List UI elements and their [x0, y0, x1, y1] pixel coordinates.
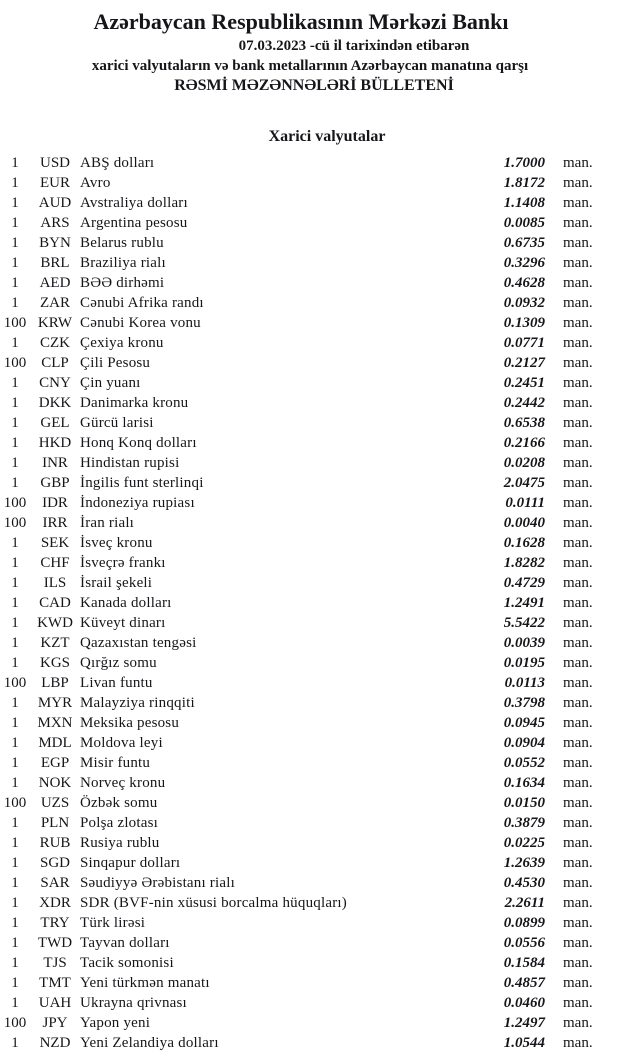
unit-cell: man. [563, 495, 593, 511]
rate-value-cell: 0.0111 [505, 495, 545, 511]
unit-cell: man. [563, 375, 593, 391]
quantity-cell: 1 [11, 195, 19, 211]
unit-cell: man. [563, 695, 593, 711]
table-row [0, 633, 620, 653]
currency-code-cell: SAR [40, 875, 70, 891]
rate-value-cell: 0.2451 [503, 375, 545, 391]
table-row [0, 273, 620, 293]
quantity-cell: 1 [11, 435, 19, 451]
currency-name-cell: Sinqapur dolları [80, 855, 181, 871]
rate-value-cell: 0.0039 [503, 635, 545, 651]
currency-code-cell: CHF [40, 555, 70, 571]
table-row [0, 213, 620, 233]
currency-name-cell: Norveç kronu [80, 775, 166, 791]
currency-code-cell: USD [39, 155, 70, 171]
currency-code-cell: CAD [39, 595, 71, 611]
unit-cell: man. [563, 795, 593, 811]
currency-name-cell: İran rialı [80, 515, 135, 531]
currency-code-cell: TRY [40, 915, 70, 931]
currency-name-cell: Yapon yeni [80, 1015, 151, 1031]
currency-code-cell: MYR [37, 695, 73, 711]
currency-name-cell: Səudiyyə Ərəbistanı rialı [80, 875, 235, 891]
table-row [0, 873, 620, 893]
quantity-cell: 1 [11, 855, 19, 871]
currency-code-cell: NOK [38, 775, 72, 791]
unit-cell: man. [563, 335, 593, 351]
currency-name-cell: Moldova leyi [80, 735, 163, 751]
currency-name-cell: Malayziya rinqqiti [80, 695, 195, 711]
currency-name-cell: İsrail şekeli [80, 575, 153, 591]
unit-cell: man. [563, 875, 593, 891]
currency-name-cell: Danimarka kronu [80, 395, 189, 411]
quantity-cell: 1 [11, 375, 19, 391]
rate-value-cell: 0.2127 [503, 355, 545, 371]
currency-name-cell: Küveyt dinarı [80, 615, 166, 631]
currency-name-cell: Avstraliya dolları [80, 195, 188, 211]
quantity-cell: 1 [11, 475, 19, 491]
unit-cell: man. [563, 215, 593, 231]
unit-cell: man. [563, 735, 593, 751]
currency-name-cell: Argentina pesosu [80, 215, 188, 231]
currency-code-cell: JPY [42, 1015, 68, 1031]
quantity-cell: 1 [11, 415, 19, 431]
currency-name-cell: Cənubi Afrika randı [80, 295, 204, 311]
currency-code-cell: NZD [39, 1035, 71, 1051]
currency-name-cell: ABŞ dolları [80, 155, 155, 171]
currency-code-cell: ARS [40, 215, 70, 231]
unit-cell: man. [563, 675, 593, 691]
rate-value-cell: 0.0552 [503, 755, 545, 771]
currency-code-cell: BRL [40, 255, 70, 271]
rate-value-cell: 0.3879 [503, 815, 545, 831]
currency-name-cell: Gürcü larisi [80, 415, 154, 431]
currency-name-cell: Hindistan rupisi [80, 455, 180, 471]
rate-value-cell: 1.2491 [503, 595, 545, 611]
currency-name-cell: Tacik somonisi [80, 955, 174, 971]
rate-value-cell: 0.0771 [503, 335, 545, 351]
quantity-cell: 1 [11, 735, 19, 751]
rate-value-cell: 0.3798 [503, 695, 545, 711]
quantity-cell: 1 [11, 975, 19, 991]
currency-code-cell: BYN [39, 235, 71, 251]
rate-value-cell: 1.8282 [503, 555, 545, 571]
unit-cell: man. [563, 755, 593, 771]
table-row [0, 393, 620, 413]
table-row [0, 593, 620, 613]
quantity-cell: 1 [11, 915, 19, 931]
quantity-cell: 1 [11, 295, 19, 311]
table-row [0, 173, 620, 193]
unit-cell: man. [563, 295, 593, 311]
rate-value-cell: 0.4530 [503, 875, 545, 891]
rate-value-cell: 0.6735 [503, 235, 545, 251]
section-title-foreign-currencies: Xarici valyutalar [268, 128, 386, 145]
currency-code-cell: SGD [39, 855, 70, 871]
unit-cell: man. [563, 955, 593, 971]
currency-name-cell: Belarus rublu [80, 235, 164, 251]
table-row [0, 653, 620, 673]
table-row [0, 973, 620, 993]
rate-value-cell: 1.8172 [503, 175, 545, 191]
rate-value-cell: 0.0040 [503, 515, 545, 531]
table-row [0, 853, 620, 873]
unit-cell: man. [563, 515, 593, 531]
quantity-cell: 1 [11, 1035, 19, 1051]
currency-name-cell: Polşa zlotası [80, 815, 159, 831]
currency-code-cell: XDR [39, 895, 71, 911]
rate-value-cell: 0.4857 [503, 975, 545, 991]
unit-cell: man. [563, 275, 593, 291]
subtitle-line: xarici valyutaların və bank metallarının Azərbaycan manatına qarşı [91, 58, 529, 74]
currency-name-cell: İsveçrə frankı [80, 555, 166, 571]
currency-code-cell: RUB [39, 835, 71, 851]
table-row [0, 753, 620, 773]
currency-name-cell: Meksika pesosu [80, 715, 180, 731]
unit-cell: man. [563, 475, 593, 491]
quantity-cell: 100 [3, 1015, 27, 1031]
currency-code-cell: AED [39, 275, 71, 291]
quantity-cell: 1 [11, 755, 19, 771]
quantity-cell: 1 [11, 555, 19, 571]
unit-cell: man. [563, 595, 593, 611]
rate-value-cell: 1.0544 [503, 1035, 545, 1051]
rate-value-cell: 0.0945 [503, 715, 545, 731]
quantity-cell: 1 [11, 255, 19, 271]
currency-code-cell: UAH [38, 995, 72, 1011]
unit-cell: man. [563, 175, 593, 191]
table-row [0, 733, 620, 753]
unit-cell: man. [563, 1015, 593, 1031]
currency-name-cell: SDR (BVF-nin xüsusi borcalma hüquqları) [80, 895, 347, 911]
quantity-cell: 1 [11, 595, 19, 611]
unit-cell: man. [563, 915, 593, 931]
rate-value-cell: 0.0085 [503, 215, 545, 231]
rate-value-cell: 0.0208 [503, 455, 545, 471]
currency-name-cell: İndoneziya rupiası [80, 495, 195, 511]
rate-value-cell: 0.0460 [503, 995, 545, 1011]
effective-date-line: 07.03.2023 -cü il tarixindən etibarən [238, 38, 470, 54]
table-row [0, 793, 620, 813]
quantity-cell: 1 [11, 615, 19, 631]
currency-name-cell: Qırğız somu [80, 655, 157, 671]
quantity-cell: 1 [11, 715, 19, 731]
quantity-cell: 1 [11, 175, 19, 191]
currency-name-cell: Tayvan dolları [80, 935, 170, 951]
unit-cell: man. [563, 975, 593, 991]
quantity-cell: 100 [3, 495, 27, 511]
quantity-cell: 1 [11, 775, 19, 791]
bank-title: Azərbaycan Respublikasının Mərkəzi Bankı [93, 9, 509, 34]
table-row [0, 493, 620, 513]
unit-cell: man. [563, 655, 593, 671]
quantity-cell: 1 [11, 455, 19, 471]
table-row [0, 953, 620, 973]
currency-code-cell: TJS [43, 955, 67, 971]
rate-value-cell: 1.7000 [503, 155, 545, 171]
currency-name-cell: Özbək somu [80, 795, 158, 811]
table-row [0, 573, 620, 593]
quantity-cell: 100 [3, 795, 27, 811]
table-row [0, 253, 620, 273]
rate-value-cell: 1.2639 [503, 855, 545, 871]
rate-value-cell: 1.1408 [503, 195, 545, 211]
unit-cell: man. [563, 715, 593, 731]
rate-value-cell: 0.0556 [503, 935, 545, 951]
table-row [0, 193, 620, 213]
rate-value-cell: 0.1634 [503, 775, 545, 791]
currency-name-cell: Misir funtu [80, 755, 151, 771]
currency-name-cell: Çin yuanı [80, 375, 141, 391]
quantity-cell: 1 [11, 635, 19, 651]
currency-code-cell: DKK [38, 395, 72, 411]
table-row [0, 293, 620, 313]
quantity-cell: 1 [11, 815, 19, 831]
quantity-cell: 100 [3, 675, 27, 691]
table-row [0, 1013, 620, 1033]
currency-name-cell: Rusiya rublu [80, 835, 160, 851]
currency-name-cell: Livan funtu [80, 675, 153, 691]
rate-value-cell: 0.0225 [503, 835, 545, 851]
quantity-cell: 100 [3, 515, 27, 531]
unit-cell: man. [563, 575, 593, 591]
table-row [0, 153, 620, 173]
table-row [0, 533, 620, 553]
rate-value-cell: 0.4729 [503, 575, 545, 591]
table-row [0, 893, 620, 913]
unit-cell: man. [563, 815, 593, 831]
currency-code-cell: KWD [37, 615, 73, 631]
currency-name-cell: Qazaxıstan tengəsi [80, 635, 197, 651]
unit-cell: man. [563, 835, 593, 851]
table-row [0, 813, 620, 833]
currency-name-cell: Avro [80, 175, 111, 191]
table-row [0, 333, 620, 353]
table-row [0, 313, 620, 333]
currency-name-cell: BƏƏ dirhəmi [80, 275, 165, 291]
unit-cell: man. [563, 355, 593, 371]
currency-code-cell: EGP [40, 755, 70, 771]
unit-cell: man. [563, 455, 593, 471]
unit-cell: man. [563, 415, 593, 431]
table-row [0, 453, 620, 473]
currency-name-cell: Braziliya rialı [80, 255, 166, 271]
rate-value-cell: 0.0195 [503, 655, 545, 671]
currency-code-cell: MXN [37, 715, 73, 731]
table-row [0, 553, 620, 573]
rate-value-cell: 0.2442 [503, 395, 545, 411]
unit-cell: man. [563, 235, 593, 251]
unit-cell: man. [563, 555, 593, 571]
currency-code-cell: INR [42, 455, 68, 471]
unit-cell: man. [563, 995, 593, 1011]
unit-cell: man. [563, 535, 593, 551]
rate-value-cell: 0.1628 [503, 535, 545, 551]
table-row [0, 413, 620, 433]
quantity-cell: 1 [11, 155, 19, 171]
currency-code-cell: UZS [40, 795, 70, 811]
rate-value-cell: 0.0932 [503, 295, 545, 311]
unit-cell: man. [563, 1035, 593, 1051]
quantity-cell: 1 [11, 575, 19, 591]
quantity-cell: 1 [11, 535, 19, 551]
rate-value-cell: 0.6538 [503, 415, 545, 431]
currency-name-cell: Yeni türkmən manatı [80, 975, 210, 991]
currency-code-cell: KZT [40, 635, 70, 651]
rate-value-cell: 0.0150 [503, 795, 545, 811]
rate-value-cell: 0.0113 [504, 675, 545, 691]
currency-name-cell: Kanada dolları [80, 595, 172, 611]
currency-code-cell: SEK [40, 535, 70, 551]
quantity-cell: 1 [11, 955, 19, 971]
quantity-cell: 1 [11, 875, 19, 891]
rate-value-cell: 1.2497 [503, 1015, 545, 1031]
rate-value-cell: 5.5422 [503, 615, 545, 631]
table-row [0, 433, 620, 453]
quantity-cell: 100 [3, 355, 27, 371]
quantity-cell: 1 [11, 215, 19, 231]
table-row [0, 693, 620, 713]
currency-code-cell: IRR [42, 515, 68, 531]
rate-value-cell: 0.0904 [503, 735, 545, 751]
bulletin-page [0, 9, 620, 1064]
currency-code-cell: TMT [39, 975, 71, 991]
unit-cell: man. [563, 935, 593, 951]
currency-name-cell: Türk lirəsi [80, 915, 146, 931]
table-row [0, 993, 620, 1013]
quantity-cell: 1 [11, 935, 19, 951]
table-row [0, 473, 620, 493]
rate-value-cell: 0.1309 [503, 315, 545, 331]
bulletin-title: RƏSMİ MƏZƏNNƏLƏRİ BÜLLETENİ [174, 77, 454, 94]
currency-code-cell: LBP [41, 675, 69, 691]
currency-code-cell: HKD [38, 435, 72, 451]
rate-value-cell: 2.2611 [504, 895, 545, 911]
quantity-cell: 1 [11, 655, 19, 671]
currency-code-cell: KRW [37, 315, 73, 331]
currency-name-cell: Yeni Zelandiya dolları [80, 1035, 219, 1051]
unit-cell: man. [563, 255, 593, 271]
currency-name-cell: İsveç kronu [80, 535, 153, 551]
currency-name-cell: Honq Konq dolları [80, 435, 197, 451]
quantity-cell: 1 [11, 275, 19, 291]
currency-code-cell: KGS [39, 655, 70, 671]
unit-cell: man. [563, 615, 593, 631]
rate-value-cell: 0.3296 [503, 255, 545, 271]
currency-code-cell: IDR [42, 495, 68, 511]
table-row [0, 913, 620, 933]
currency-code-cell: MDL [38, 735, 72, 751]
unit-cell: man. [563, 315, 593, 331]
table-row [0, 373, 620, 393]
quantity-cell: 1 [11, 335, 19, 351]
unit-cell: man. [563, 155, 593, 171]
unit-cell: man. [563, 775, 593, 791]
currency-name-cell: Çili Pesosu [80, 355, 151, 371]
table-row [0, 233, 620, 253]
table-row [0, 613, 620, 633]
currency-code-cell: CNY [39, 375, 71, 391]
quantity-cell: 1 [11, 235, 19, 251]
currency-code-cell: CZK [40, 335, 70, 351]
unit-cell: man. [563, 855, 593, 871]
rate-value-cell: 0.2166 [503, 435, 545, 451]
table-row [0, 833, 620, 853]
table-row [0, 713, 620, 733]
currency-code-cell: CLP [41, 355, 69, 371]
unit-cell: man. [563, 635, 593, 651]
table-row [0, 933, 620, 953]
table-row [0, 353, 620, 373]
table-row [0, 1033, 620, 1053]
currency-name-cell: İngilis funt sterlinqi [80, 475, 204, 491]
unit-cell: man. [563, 435, 593, 451]
quantity-cell: 100 [3, 315, 27, 331]
quantity-cell: 1 [11, 995, 19, 1011]
quantity-cell: 1 [11, 835, 19, 851]
currency-name-cell: Cənubi Korea vonu [80, 315, 201, 331]
unit-cell: man. [563, 895, 593, 911]
table-row [0, 513, 620, 533]
currency-code-cell: EUR [40, 175, 70, 191]
currency-code-cell: GEL [40, 415, 70, 431]
currency-code-cell: PLN [40, 815, 70, 831]
rates-table [0, 153, 620, 1053]
rate-value-cell: 0.1584 [503, 955, 545, 971]
currency-code-cell: TWD [37, 935, 73, 951]
table-row [0, 673, 620, 693]
unit-cell: man. [563, 195, 593, 211]
rate-value-cell: 0.4628 [503, 275, 545, 291]
table-row [0, 773, 620, 793]
rate-value-cell: 2.0475 [503, 475, 545, 491]
unit-cell: man. [563, 395, 593, 411]
currency-code-cell: ZAR [40, 295, 70, 311]
quantity-cell: 1 [11, 695, 19, 711]
currency-code-cell: GBP [40, 475, 70, 491]
rate-value-cell: 0.0899 [503, 915, 545, 931]
currency-code-cell: ILS [43, 575, 67, 591]
currency-name-cell: Ukrayna qrivnası [80, 995, 187, 1011]
currency-name-cell: Çexiya kronu [80, 335, 164, 351]
quantity-cell: 1 [11, 895, 19, 911]
quantity-cell: 1 [11, 395, 19, 411]
currency-code-cell: AUD [38, 195, 72, 211]
